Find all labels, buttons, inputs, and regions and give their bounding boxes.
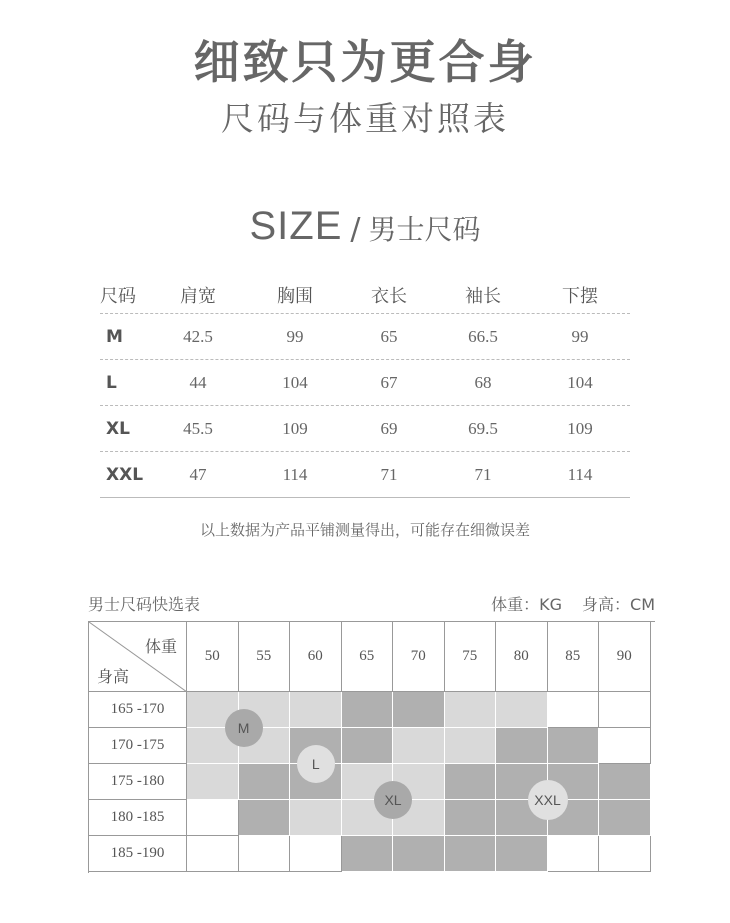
size-label: XXL [106, 464, 144, 485]
quick-select-title: 男士尺码快选表 [88, 595, 201, 614]
grid-cell [599, 692, 651, 728]
table-cell: 67 [380, 372, 398, 392]
grid-cell [496, 836, 548, 872]
grid-cell [290, 836, 342, 872]
size-table-header [100, 276, 630, 314]
column-header: 胸围 [277, 285, 313, 307]
size-marker: XL [374, 781, 412, 819]
grid-cell [445, 836, 497, 872]
corner-height-label: 身高 [97, 667, 130, 686]
column-header: 袖长 [465, 285, 501, 307]
grid-cell [187, 836, 239, 872]
quick-select-grid [88, 621, 655, 873]
weight-header-cell: 50 [187, 622, 239, 692]
grid-cell [393, 728, 445, 764]
grid-cell [496, 728, 548, 764]
grid-cell [599, 764, 651, 800]
table-cell: 69 [380, 418, 398, 438]
unit-height: 身高：CM [582, 595, 655, 614]
size-marker: XXL [528, 780, 568, 820]
grid-cell [548, 836, 600, 872]
grid-cell [393, 692, 445, 728]
weight-header-cell: 80 [496, 622, 548, 692]
column-header: 肩宽 [180, 285, 216, 307]
size-heading-slash: / [350, 212, 361, 247]
table-cell: 65 [380, 326, 398, 346]
grid-cell [445, 800, 497, 836]
table-cell: 42.5 [183, 326, 213, 346]
table-row [100, 360, 630, 406]
height-row-label: 165 -170 [89, 692, 187, 728]
table-cell: 69.5 [468, 418, 498, 438]
unit-weight: 体重：KG [491, 595, 563, 614]
table-cell: 114 [567, 464, 593, 484]
weight-header-cell: 55 [239, 622, 291, 692]
size-table [100, 276, 630, 498]
column-header: 下摆 [562, 285, 598, 307]
grid-cell [445, 728, 497, 764]
table-cell: 71 [474, 464, 492, 484]
height-row-label: 175 -180 [89, 764, 187, 800]
grid-cell [187, 764, 239, 800]
column-header: 衣长 [371, 285, 407, 307]
grid-cell [599, 728, 651, 764]
table-row [100, 314, 630, 360]
size-label: M [106, 326, 123, 347]
size-marker: L [297, 745, 335, 783]
table-cell: 99 [286, 326, 304, 346]
grid-cell [290, 800, 342, 836]
grid-cell [393, 836, 445, 872]
table-cell: 66.5 [468, 326, 498, 346]
grid-cell [445, 692, 497, 728]
size-heading-label: 男士尺码 [368, 213, 481, 246]
grid-corner-cell [89, 622, 187, 692]
table-cell: 68 [474, 372, 492, 392]
weight-header-cell: 85 [548, 622, 600, 692]
grid-cell [599, 800, 651, 836]
grid-cell [342, 692, 394, 728]
weight-header-cell: 90 [599, 622, 651, 692]
size-label: L [106, 372, 117, 393]
height-row-label: 185 -190 [89, 836, 187, 872]
unit-legend [471, 592, 655, 615]
page-title: 细致只为更合身 [193, 35, 537, 89]
table-cell: 114 [282, 464, 308, 484]
table-cell: 109 [567, 418, 593, 438]
grid-cell [239, 764, 291, 800]
size-heading [0, 204, 730, 249]
grid-cell [548, 692, 600, 728]
grid-cell [290, 692, 342, 728]
table-cell: 99 [571, 326, 589, 346]
size-heading-big: SIZE [249, 204, 343, 248]
table-cell: 104 [282, 372, 308, 392]
grid-cell [599, 836, 651, 872]
grid-cell [239, 800, 291, 836]
grid-cell [548, 728, 600, 764]
table-cell: 44 [189, 372, 207, 392]
grid-cell [239, 836, 291, 872]
table-row [100, 452, 630, 498]
grid-cell [496, 692, 548, 728]
size-marker: M [225, 709, 263, 747]
table-cell: 45.5 [183, 418, 213, 438]
weight-header-cell: 70 [393, 622, 445, 692]
grid-cell [187, 800, 239, 836]
page-subtitle: 尺码与体重对照表 [221, 99, 509, 138]
table-row [100, 406, 630, 452]
measurement-note: 以上数据为产品平铺测量得出，可能存在细微误差 [199, 521, 530, 539]
table-cell: 47 [189, 464, 207, 484]
corner-weight-label: 体重 [145, 637, 178, 656]
table-cell: 71 [380, 464, 398, 484]
weight-header-cell: 75 [445, 622, 497, 692]
weight-header-cell: 60 [290, 622, 342, 692]
height-row-label: 180 -185 [89, 800, 187, 836]
height-row-label: 170 -175 [89, 728, 187, 764]
grid-cell [445, 764, 497, 800]
size-label: XL [106, 418, 130, 439]
weight-header-cell: 65 [342, 622, 394, 692]
grid-cell [342, 728, 394, 764]
table-cell: 109 [282, 418, 308, 438]
column-header: 尺码 [100, 285, 136, 307]
grid-cell [342, 836, 394, 872]
table-cell: 104 [567, 372, 593, 392]
